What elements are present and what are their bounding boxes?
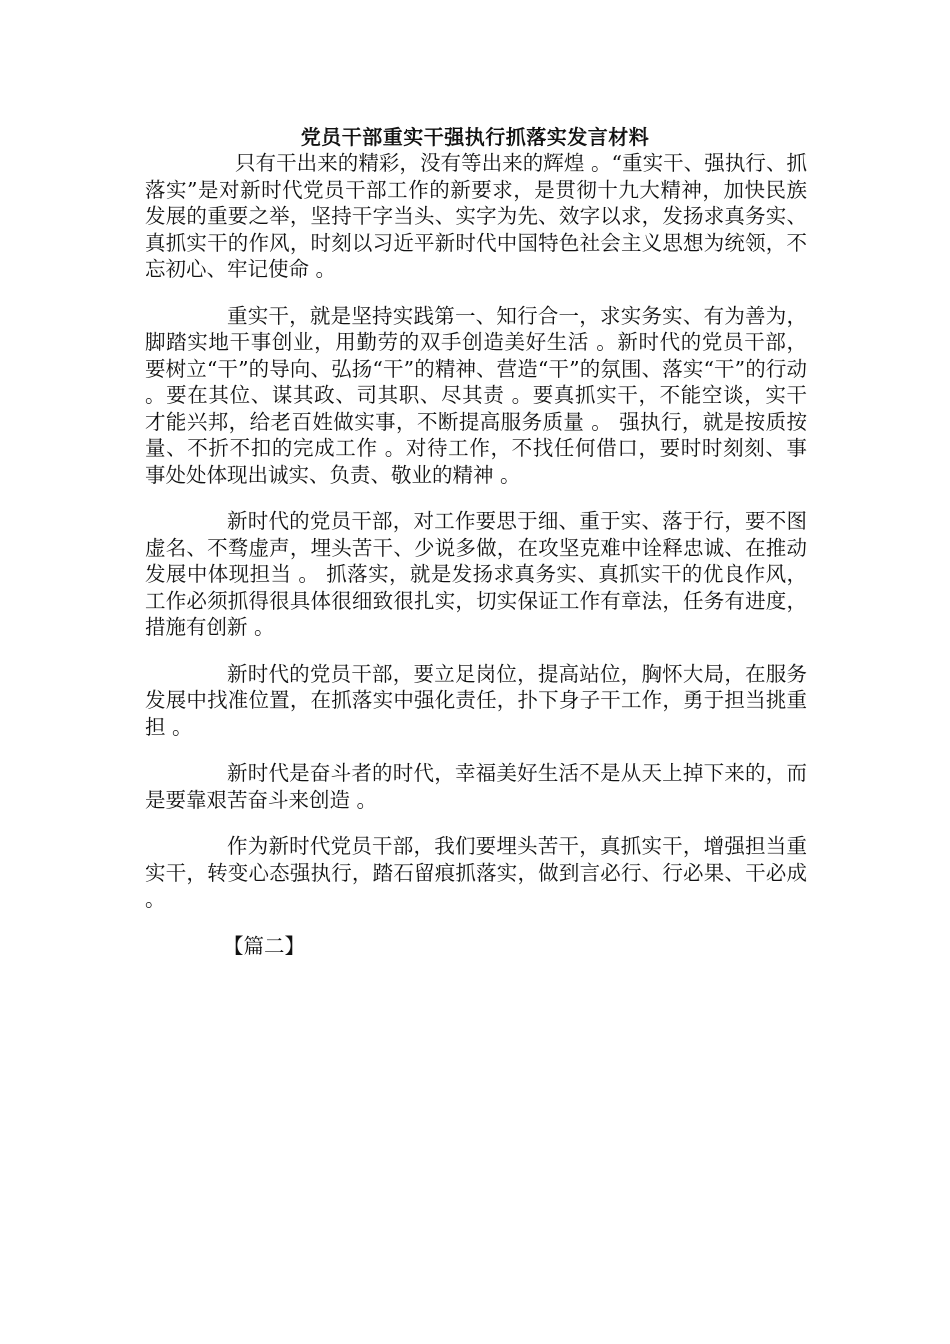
paragraph-3: 新时代的党员干部，对工作要思于细、重于实、落于行，要不图虚名、不骛虚声，埋头苦干、少说多做，在攻坚克难中诠释忠诚、在推动发展中体现担当 。 抓落实，就是发扬求真务实、真抓实干的优良作风，工作必须抓得很具体很细致很扎实，切实保证工作有章法，任务有进度，措施有创新 。 bbox=[145, 509, 807, 639]
paragraph-6: 作为新时代党员干部，我们要埋头苦干，真抓实干，增强担当重实干，转变心态强执行，踏石留痕抓落实，做到言必行、行必果、干必成 。 bbox=[145, 834, 807, 911]
paragraph-1: 只有干出来的精彩，没有等出来的辉煌 。“重实干、强执行、抓落实”是对新时代党员干部工作的新要求，是贯彻十九大精神，加快民族发展的重要之举，坚持干字当头、实字为先、效字以求，发扬求真务实、真抓实干的作风，时刻以习近平新时代中国特色社会主义思想为统领，不忘初心、牢记使命 。 bbox=[145, 151, 807, 281]
paragraph-2: 重实干，就是坚持实践第一、知行合一，求实务实、有为善为，脚踏实地干事创业，用勤劳的双手创造美好生活 。新时代的党员干部，要树立“干”的导向、弘扬“干”的精神、营造“干”的氛围、落实“干”的行动 。要在其位、谋其政、司其职、尽其责 。要真抓实干，不能空谈，实干才能兴邦，给老百姓做实事，不断提高服务质量 。 强执行，就是按质按量、不折不扣的完成工作 。对待工作，不找任何借口，要时时刻刻、事事处处体现出诚实、负责、敬业的精神 。 bbox=[145, 303, 807, 487]
document-title: 党员干部重实干强执行抓落实发言材料 bbox=[300, 125, 650, 149]
paragraph-5: 新时代是奋斗者的时代，幸福美好生活不是从天上掉下来的，而是要靠艰苦奋斗来创造 。 bbox=[145, 761, 807, 812]
paragraph-4: 新时代的党员干部，要立足岗位，提高站位，胸怀大局，在服务发展中找准位置，在抓落实中强化责任，扑下身子干工作，勇于担当挑重担 。 bbox=[145, 661, 807, 739]
document-body bbox=[145, 150, 807, 959]
section-mark: 【篇二】 bbox=[223, 933, 305, 958]
